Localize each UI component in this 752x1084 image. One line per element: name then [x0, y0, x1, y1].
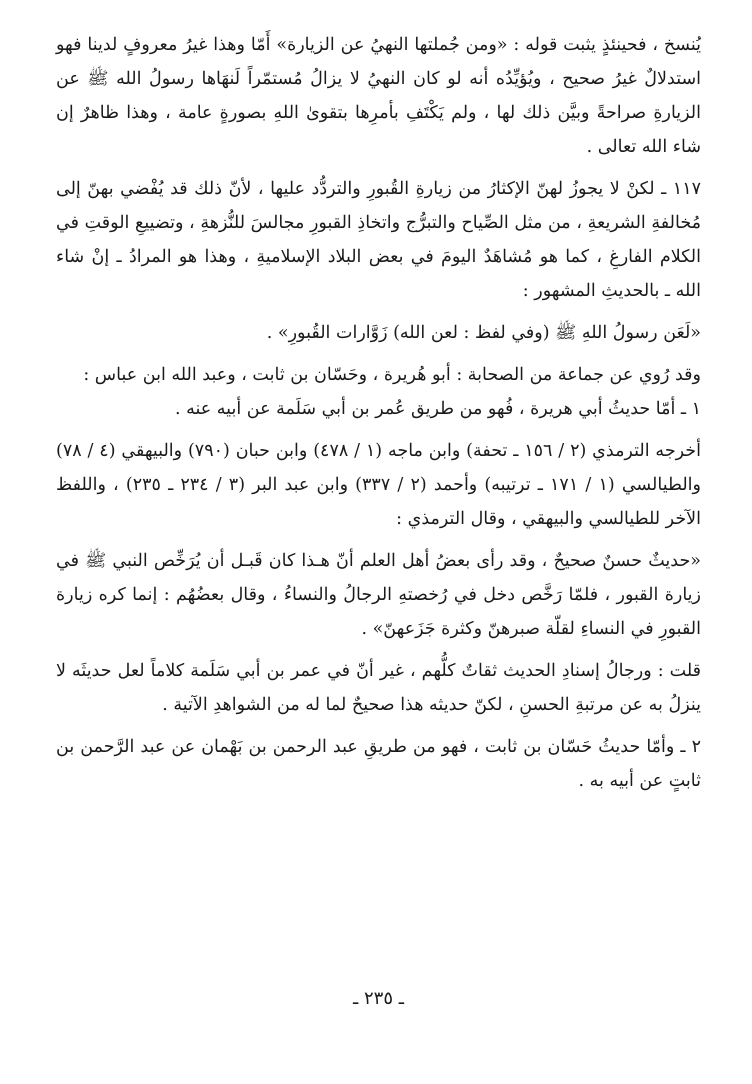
- paragraph-isnad-comment: قلت : ورجالُ إسنادِ الحديث ثقاتٌ كلُّهم ، غير أنّ في عمر بن أبي سَلَمة كلاماً لعل حديثَه لا ينزلُ به عن مرتبةِ الحسنِ ، لكنّ حديثه هذا صحيحٌ لما له من الشواهدِ الآتية .: [56, 661, 701, 715]
- paragraph-abu-hurayra: ١ ـ أمّا حديثُ أبي هريرة ، فُهو من طريق عُمر بن أبي سَلَمة عن أبيه عنه .: [175, 399, 701, 419]
- page-number: ـ ٢٣٥ ـ: [352, 988, 404, 1009]
- paragraph-visiting-graves-ruling: يُنسخ ، فحينئذٍ يثبت قوله : «ومن جُملتها النهيُ عن الزيارة» أَمّا وهذا غيرُ معروفٍ لدينا فهو استدلالٌ غيرُ صحيح ، ويُؤيِّدُه أنه لو كان النهيُ لا يزالُ مُستمّراً لَنهَاها رسولُ الله ﷺ عن الزيارةِ صراحةً وبيَّن ذلك لها ، ولم يَكْتَفِ بأمرِها بتقوىٰ اللهِ بصورةٍ عامة ، وهذا ظاهرٌ إن شاء الله تعالى .: [56, 35, 701, 157]
- paragraph-hassan: ٢ ـ وأمّا حديثُ حَسّان بن ثابت ، فهو من طريقِ عبد الرحمن بن بَهْمان عن عبد الرَّحمن بن ثابتٍ عن أبيه به .: [56, 737, 701, 791]
- paragraph-tirmidhi-quote: «حديثٌ حسنٌ صحيحٌ ، وقد رأى بعضُ أهل العلم أنّ هـذا كان قَبـل أن يُرَخِّص النبي ﷺ في زيارة القبور ، فلمّا رَخَّص دخل في رُخصتهِ الرجالُ والنساءُ ، وقال بعضُهُم : إنما كره زيارة القبورِ في النساءِ لقلّة صبرهنّ وكثرة جَزَعهنّ» .: [56, 551, 701, 639]
- paragraph-117: ١١٧ ـ لكنْ لا يجوزُ لهنّ الإكثارُ من زيارةِ القُبورِ والتردُّد عليها ، لأنّ ذلك قد يُفْضي بهنّ إلى مُخالفةِ الشريعةِ ، من مثل الصِّياح والتبرُّج واتخاذِ القبورِ مجالسَ للنُّزهةِ ، وتضييعِ الوقتِ في الكلام الفارغِ ، كما هو مُشاهَدٌ اليومَ في بعض البلاد الإسلاميةِ ، وهذا هو المرادُ ـ إنْ شاء الله ـ بالحديثِ المشهور :: [56, 179, 701, 301]
- paragraph-takhrij: أخرجه الترمذي (٢ / ١٥٦ ـ تحفة) وابن ماجه (١ / ٤٧٨) وابن حبان (٧٩٠) والبيهقي (٤ / ٧٨) والطيالسي (١ / ١٧١ ـ ترتيبه) وأحمد (٢ / ٣٣٧) وابن عبد البر (٣ / ٢٣٤ ـ ٢٣٥) ، واللفظ الآخر للطيالسي والبيهقي ، وقال الترمذي :: [56, 441, 701, 529]
- book-page: [56, 28, 701, 1058]
- hadith-quote: «لَعَن رسولُ اللهِ ﷺ (وفي لفظ : لعن الله) زَوَّارات القُبورِ» .: [266, 323, 701, 343]
- paragraph-narrators: وقد رُوي عن جماعة من الصحابة : أبو هُريرة ، وحَسّان بن ثابت ، وعبد الله ابن عباس :: [83, 365, 701, 385]
